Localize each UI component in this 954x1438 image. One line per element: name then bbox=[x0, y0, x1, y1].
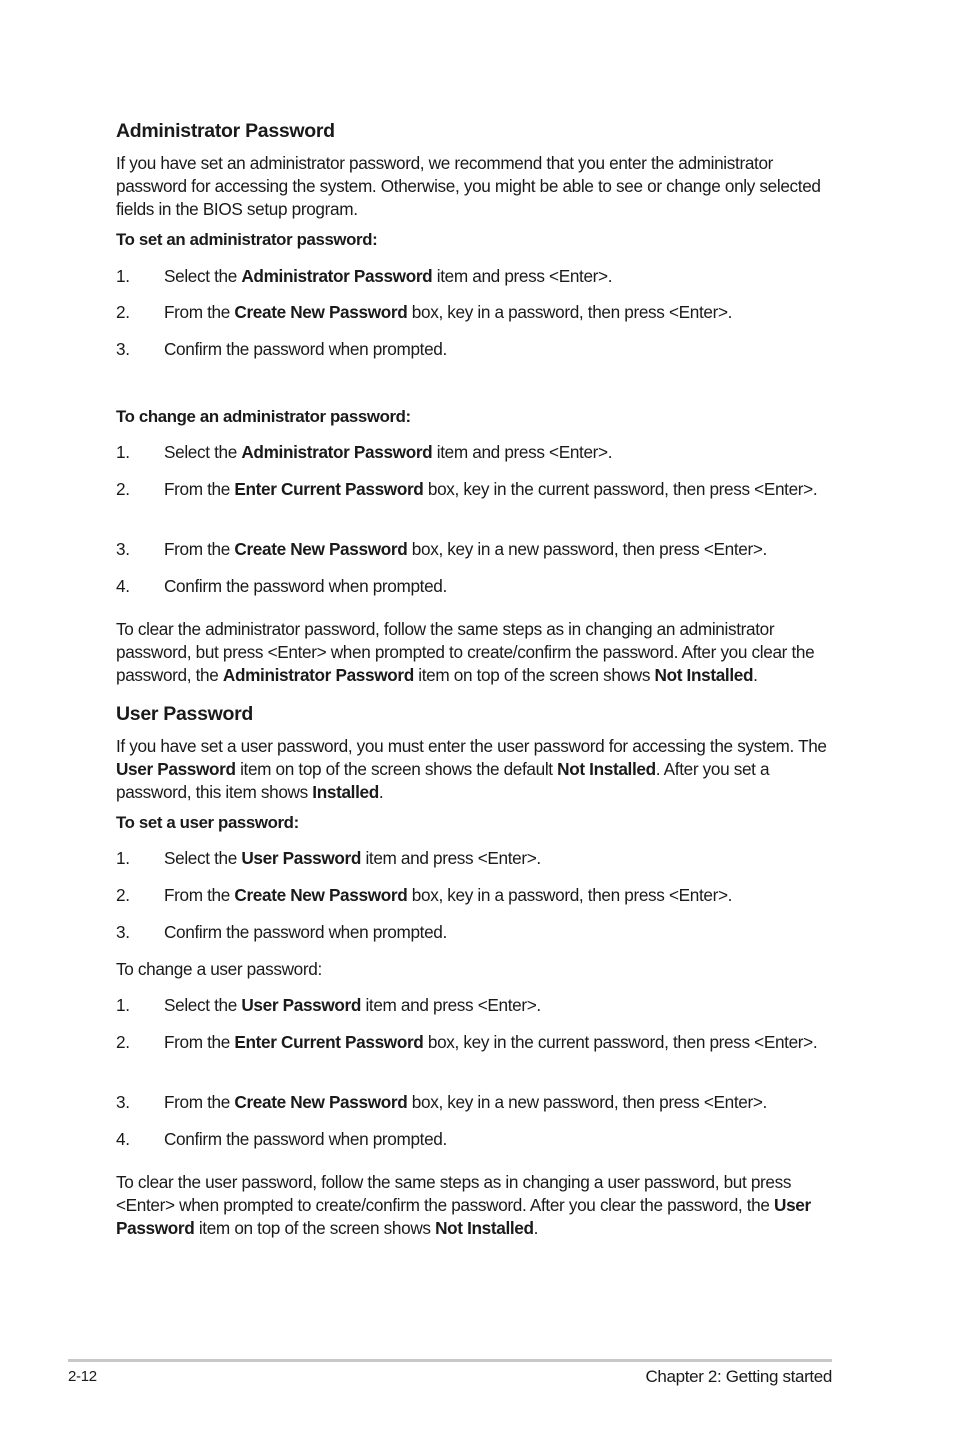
list-number: 1. bbox=[116, 995, 130, 1015]
list-text: From the Create New Password box, key in a new password, then press <Enter>. bbox=[164, 539, 767, 559]
user-password-heading: User Password bbox=[116, 703, 253, 725]
list-text: From the Create New Password box, key in a new password, then press <Enter>. bbox=[164, 1092, 767, 1112]
list-number: 1. bbox=[116, 266, 130, 286]
list-number: 1. bbox=[116, 848, 130, 868]
list-number: 4. bbox=[116, 576, 130, 596]
list-number: 3. bbox=[116, 339, 130, 359]
list-number: 4. bbox=[116, 1129, 130, 1149]
list-text: Select the User Password item and press <Enter>. bbox=[164, 848, 541, 868]
list-number: 2. bbox=[116, 302, 130, 322]
list-text: Select the Administrator Password item and press <Enter>. bbox=[164, 442, 613, 462]
admin-clear-paragraph: To clear the administrator password, follow the same steps as in changing an administrator password, but press <Enter> when prompted to create/confirm the password. After you clear the password, the Administrator Password item on top of the screen shows Not Installed. bbox=[116, 619, 815, 685]
list-text: Confirm the password when prompted. bbox=[164, 922, 447, 942]
list-number: 3. bbox=[116, 539, 130, 559]
admin-set-title: To set an administrator password: bbox=[116, 230, 378, 249]
user-set-title: To set a user password: bbox=[116, 813, 299, 832]
list-number: 3. bbox=[116, 922, 130, 942]
admin-change-title: To change an administrator password: bbox=[116, 407, 411, 426]
admin-password-heading: Administrator Password bbox=[116, 120, 335, 142]
list-text: From the Create New Password box, key in a password, then press <Enter>. bbox=[164, 885, 733, 905]
list-number: 2. bbox=[116, 479, 130, 499]
user-password-intro: If you have set a user password, you must enter the user password for accessing the system. The User Password item on top of the screen shows the default Not Installed. After you set a password, this item shows Installed. bbox=[116, 736, 827, 802]
list-text: Confirm the password when prompted. bbox=[164, 576, 447, 596]
footer-divider bbox=[68, 1359, 832, 1362]
list-text: From the Enter Current Password box, key in the current password, then press <Enter>. bbox=[164, 479, 818, 499]
list-text: From the Create New Password box, key in a password, then press <Enter>. bbox=[164, 302, 733, 322]
list-number: 1. bbox=[116, 442, 130, 462]
list-number: 2. bbox=[116, 885, 130, 905]
list-text: Confirm the password when prompted. bbox=[164, 1129, 447, 1149]
list-number: 3. bbox=[116, 1092, 130, 1112]
list-text: Select the Administrator Password item and press <Enter>. bbox=[164, 266, 613, 286]
user-clear-paragraph: To clear the user password, follow the same steps as in changing a user password, but press <Enter> when prompted to create/confirm the password. After you clear the password, the User Password item on top of the screen shows Not Installed. bbox=[116, 1172, 811, 1238]
chapter-title: Chapter 2: Getting started bbox=[645, 1367, 832, 1386]
list-text: Confirm the password when prompted. bbox=[164, 339, 447, 359]
user-change-title: To change a user password: bbox=[116, 959, 322, 979]
page-number: 2-12 bbox=[68, 1368, 97, 1385]
list-text: From the Enter Current Password box, key in the current password, then press <Enter>. bbox=[164, 1032, 818, 1052]
admin-password-intro: If you have set an administrator password, we recommend that you enter the administrator password for accessing the system. Otherwise, you might be able to see or change only selected fields in the BIOS setup program. bbox=[116, 153, 821, 219]
list-number: 2. bbox=[116, 1032, 130, 1052]
list-text: Select the User Password item and press <Enter>. bbox=[164, 995, 541, 1015]
